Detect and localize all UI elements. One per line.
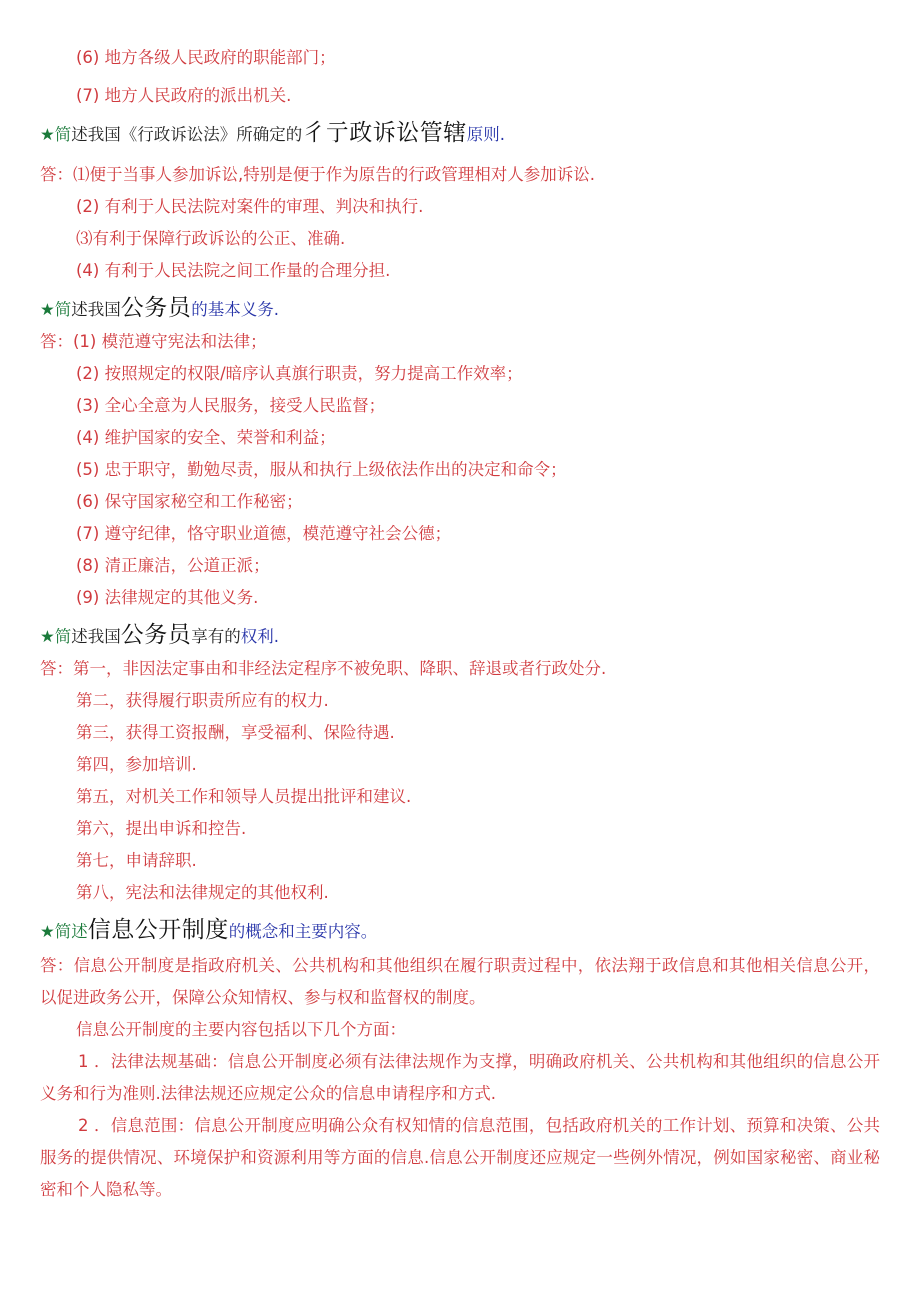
answer-line: 第八，宪法和法律规定的其他权利.	[76, 883, 329, 902]
heading-text: 述我国《行政诉讼法》所确定的	[71, 125, 303, 144]
heading-suffix: 权利.	[240, 627, 280, 646]
star-icon: ★	[40, 125, 55, 144]
heading-prefix: 简	[54, 300, 72, 319]
answer-line: 答：第一，非因法定事由和非经法定程序不被免职、降职、辞退或者行政处分.	[40, 659, 607, 678]
heading-suffix: 原则.	[466, 125, 506, 144]
heading-keyword: 信息公开制度	[87, 917, 229, 943]
answer-line: (8) 清正廉洁，公道正派；	[76, 556, 270, 575]
answer-line: 答：(1) 模范遵守宪法和法律；	[40, 332, 267, 351]
star-icon: ★	[40, 300, 55, 319]
answer-line: (5) 忠于职守，勤勉尽责，服从和执行上级依法作出的决定和命令；	[76, 460, 567, 479]
question-heading-3	[40, 620, 279, 652]
answer-line: 第四，参加培训.	[76, 755, 197, 774]
question-heading-4	[40, 915, 377, 947]
answer-paragraph	[40, 1014, 880, 1046]
paragraph-text: 法律法规基础：信息公开制度必须有法律法规作为支撑，明确政府机关、公共机构和其他组织的信息公开义务和行为准则.法律法规还应规定公众的信息申请程序和方式.	[40, 1052, 880, 1103]
heading-prefix: 简述	[54, 922, 88, 941]
heading-suffix: 的基本义务.	[191, 300, 280, 319]
answer-line: 第六，提出申诉和控告.	[76, 819, 247, 838]
answer-line: 第三，获得工资报酬，享受福利、保险待遇.	[76, 723, 395, 742]
list-item: (7) 地方人民政府的派出机关.	[76, 86, 292, 105]
answer-line: (4) 维护国家的安全、荣誉和利益；	[76, 428, 336, 447]
heading-keyword: 公务员	[120, 295, 192, 321]
answer-line: 第二，获得履行职责所应有的权力.	[76, 691, 329, 710]
answer-line: (4) 有利于人民法院之间工作量的合理分担.	[76, 261, 391, 280]
heading-suffix: 的概念和主要内容。	[228, 922, 378, 941]
heading-text: 享有的	[191, 627, 241, 646]
answer-paragraph	[40, 1110, 880, 1206]
answer-line: 第七，申请辞职.	[76, 851, 197, 870]
answer-line: (9) 法律规定的其他义务.	[76, 588, 259, 607]
answer-paragraph: 答：信息公开制度是指政府机关、公共机构和其他组织在履行职责过程中，依法翔于政信息和其他相关信息公开，以促进政务公开，保障公众知情权、参与权和监督权的制度。	[40, 956, 880, 1007]
star-icon: ★	[40, 627, 55, 646]
question-heading-2	[40, 293, 279, 325]
answer-paragraph	[40, 1046, 880, 1110]
answer-line: (6) 保守国家秘空和工作秘密；	[76, 492, 303, 511]
answer-line: 第五，对机关工作和领导人员提出批评和建议.	[76, 787, 412, 806]
paragraph-number: 1 ．	[78, 1052, 111, 1071]
list-item: (6) 地方各级人民政府的职能部门；	[76, 48, 336, 67]
paragraph-number: 2 ．	[78, 1116, 111, 1135]
paragraph-text: 信息范围：信息公开制度应明确公众有权知情的信息范围，包括政府机关的工作计划、预算和决策、公共服务的提供情况、环境保护和资源利用等方面的信息.信息公开制度还应规定一些例外情况，例如国家秘密、商业秘密和个人隐私等。	[40, 1116, 880, 1199]
heading-text: 述我国	[71, 627, 121, 646]
heading-prefix: 简	[54, 125, 72, 144]
answer-line: 答：⑴便于当事人参加诉讼,特别是便于作为原告的行政管理相对人参加诉讼.	[40, 165, 595, 184]
question-heading-1	[40, 118, 505, 150]
answer-line: (2) 按照规定的权限/暗序认真旗行职责，努力提高工作效率；	[76, 364, 523, 383]
paragraph-text: 信息公开制度的主要内容包括以下几个方面：	[76, 1020, 406, 1039]
answer-line: ⑶有利于保障行政诉讼的公正、准确.	[76, 229, 346, 248]
star-icon: ★	[40, 922, 55, 941]
answer-line: (2) 有利于人民法院对案件的审理、判决和执行.	[76, 197, 424, 216]
answer-line: (7) 遵守纪律，恪守职业道德，模范遵守社会公德；	[76, 524, 452, 543]
heading-prefix: 简	[54, 627, 72, 646]
heading-keyword: 公务员	[120, 622, 192, 648]
heading-keyword: 彳亍政诉讼管辖	[302, 120, 467, 146]
answer-line: (3) 全心全意为人民服务，接受人民监督；	[76, 396, 386, 415]
heading-text: 述我国	[71, 300, 121, 319]
